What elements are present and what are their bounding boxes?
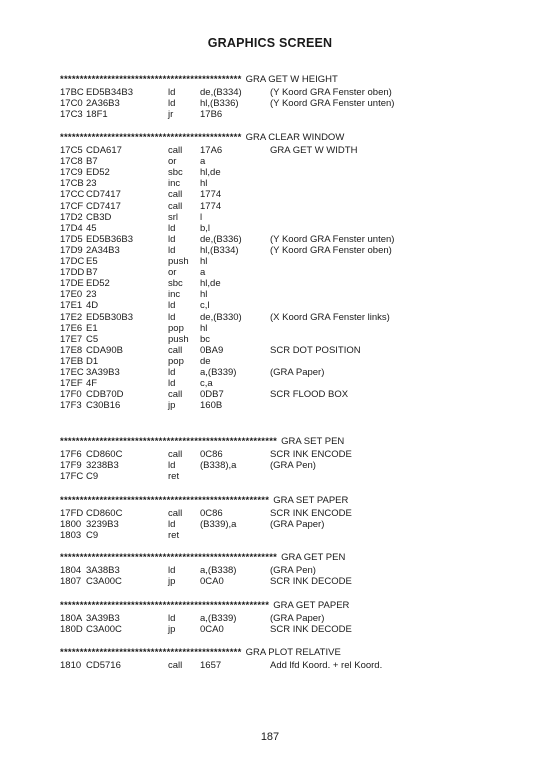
address: 1807 xyxy=(60,576,82,588)
address: 1804 xyxy=(60,565,82,576)
address: 17D9 xyxy=(60,244,83,256)
hex-bytes: 23 xyxy=(86,289,97,301)
mnemonic: sbc xyxy=(168,167,183,179)
comment: Add lfd Koord. + rel Koord. xyxy=(270,660,383,671)
address: 180A xyxy=(60,613,83,624)
hex-bytes: ED52 xyxy=(86,167,110,179)
section-separator xyxy=(60,132,490,143)
operand: 1657 xyxy=(200,660,222,671)
address: 17D5 xyxy=(60,233,83,245)
operand: hl,(B336) xyxy=(200,98,239,110)
comment: (GRA Paper) xyxy=(270,519,325,531)
operand: hl xyxy=(200,178,208,190)
hex-bytes: 23 xyxy=(86,178,97,190)
operand: hl,de xyxy=(200,278,221,290)
section-separator xyxy=(60,647,490,658)
address: 17F6 xyxy=(60,449,82,460)
address: 17C0 xyxy=(60,98,83,110)
mnemonic: ld xyxy=(168,378,176,390)
hex-bytes: 3A38B3 xyxy=(86,565,120,576)
hex-bytes: CDA90B xyxy=(86,344,123,356)
operand: 0CA0 xyxy=(200,576,224,588)
section-separator xyxy=(60,600,490,611)
mnemonic: jp xyxy=(168,400,176,412)
separator-stars: ***************************************************** xyxy=(60,495,270,506)
address: 17DE xyxy=(60,278,84,290)
address: 17E8 xyxy=(60,344,83,356)
mnemonic: srl xyxy=(168,211,179,223)
comment: (Y Koord GRA Fenster unten) xyxy=(270,233,395,245)
address: 17C8 xyxy=(60,156,83,168)
hex-bytes: 2A36B3 xyxy=(86,98,120,110)
page-number: 187 xyxy=(260,731,280,743)
separator-stars: ********************************************** xyxy=(60,132,242,143)
comment: (Y Koord GRA Fenster oben) xyxy=(270,87,392,98)
hex-bytes: C5 xyxy=(86,333,99,345)
hex-bytes: B7 xyxy=(86,267,98,279)
operand: bc xyxy=(200,333,211,345)
comment: SCR DOT POSITION xyxy=(270,344,361,356)
hex-bytes: CD7417 xyxy=(86,200,121,212)
hex-bytes: CB3D xyxy=(86,211,112,223)
mnemonic: pop xyxy=(168,322,184,334)
hex-bytes: CD5716 xyxy=(86,660,121,671)
section-label: GRA SET PEN xyxy=(281,436,345,447)
address: 17E7 xyxy=(60,333,83,345)
section-separator xyxy=(60,74,490,85)
operand: a xyxy=(200,267,206,279)
mnemonic: ld xyxy=(168,367,176,378)
mnemonic: inc xyxy=(168,178,181,190)
address: 17E6 xyxy=(60,322,83,334)
operand: a xyxy=(200,156,206,168)
address: 17EB xyxy=(60,355,84,367)
mnemonic: or xyxy=(168,156,177,168)
comment: GRA GET W WIDTH xyxy=(270,145,358,156)
comment: SCR INK DECODE xyxy=(270,624,352,636)
comment: (Y Koord GRA Fenster oben) xyxy=(270,244,392,256)
address: 17DD xyxy=(60,267,85,279)
mnemonic: ld xyxy=(168,244,176,256)
address: 17F9 xyxy=(60,460,82,472)
operand: 0DB7 xyxy=(200,389,224,401)
operand: a,(B339) xyxy=(200,613,237,624)
separator-stars: ******************************************************* xyxy=(60,552,278,563)
operand: 160B xyxy=(200,400,223,412)
address: 1800 xyxy=(60,519,82,531)
address: 17D4 xyxy=(60,222,83,234)
operand: c,a xyxy=(200,378,213,390)
section-separator xyxy=(60,495,490,506)
mnemonic: sbc xyxy=(168,278,183,290)
address: 17E2 xyxy=(60,311,83,323)
section-separator xyxy=(60,552,490,563)
hex-bytes: 3238B3 xyxy=(86,460,119,472)
separator-stars: ********************************************** xyxy=(60,74,242,85)
hex-bytes: C9 xyxy=(86,471,99,483)
operand: hl xyxy=(200,256,208,267)
separator-stars: ***************************************************** xyxy=(60,600,270,611)
mnemonic: call xyxy=(168,344,183,356)
operand: de,(B334) xyxy=(200,87,242,98)
mnemonic: ld xyxy=(168,87,176,98)
mnemonic: call xyxy=(168,200,183,212)
address: 17EF xyxy=(60,378,83,390)
hex-bytes: ED5B34B3 xyxy=(86,87,134,98)
address: 17C3 xyxy=(60,109,83,121)
mnemonic: ret xyxy=(168,471,180,483)
operand: 0CA0 xyxy=(200,624,224,636)
hex-bytes: 18F1 xyxy=(86,109,108,121)
address: 17DC xyxy=(60,256,85,267)
mnemonic: jp xyxy=(168,624,176,636)
mnemonic: ld xyxy=(168,233,176,245)
hex-bytes: 45 xyxy=(86,222,97,234)
address: 17D2 xyxy=(60,211,83,223)
hex-bytes: E5 xyxy=(86,256,98,267)
mnemonic: ld xyxy=(168,300,176,312)
operand: hl,(B334) xyxy=(200,244,239,256)
section-label: GRA PLOT RELATIVE xyxy=(245,647,341,658)
address: 17CF xyxy=(60,200,84,212)
hex-bytes: 3A39B3 xyxy=(86,367,120,378)
separator-stars: ********************************************** xyxy=(60,647,242,658)
hex-bytes: CDA617 xyxy=(86,145,122,156)
address: 17E0 xyxy=(60,289,83,301)
operand: (B339),a xyxy=(200,519,237,531)
mnemonic: call xyxy=(168,189,183,201)
address: 17BC xyxy=(60,87,84,98)
mnemonic: call xyxy=(168,660,183,671)
section-label: GRA GET PAPER xyxy=(273,600,350,611)
comment: (GRA Pen) xyxy=(270,460,316,472)
hex-bytes: CD860C xyxy=(86,508,123,519)
address: 17E1 xyxy=(60,300,83,312)
hex-bytes: C3A00C xyxy=(86,624,122,636)
section-label: GRA SET PAPER xyxy=(273,495,349,506)
address: 17F3 xyxy=(60,400,82,412)
mnemonic: ld xyxy=(168,613,176,624)
hex-bytes: 4F xyxy=(86,378,98,390)
address: 17C5 xyxy=(60,145,83,156)
comment: (GRA Pen) xyxy=(270,565,316,576)
operand: hl,de xyxy=(200,167,221,179)
mnemonic: push xyxy=(168,256,189,267)
operand: (B338),a xyxy=(200,460,237,472)
operand: 0C86 xyxy=(200,449,223,460)
mnemonic: ld xyxy=(168,311,176,323)
hex-bytes: 4D xyxy=(86,300,99,312)
hex-bytes: CD7417 xyxy=(86,189,121,201)
comment: SCR INK ENCODE xyxy=(270,449,352,460)
mnemonic: jr xyxy=(168,109,174,121)
comment: (X Koord GRA Fenster links) xyxy=(270,311,390,323)
hex-bytes: D1 xyxy=(86,355,99,367)
operand: 1774 xyxy=(200,189,222,201)
section-label: GRA GET W HEIGHT xyxy=(245,74,338,85)
operand: b,l xyxy=(200,222,211,234)
mnemonic: ld xyxy=(168,565,176,576)
address: 17CB xyxy=(60,178,84,190)
section-label: GRA CLEAR WINDOW xyxy=(245,132,345,143)
mnemonic: pop xyxy=(168,355,184,367)
mnemonic: call xyxy=(168,508,183,519)
mnemonic: call xyxy=(168,449,183,460)
hex-bytes: 3239B3 xyxy=(86,519,119,531)
section-label: GRA GET PEN xyxy=(281,552,346,563)
operand: de,(B330) xyxy=(200,311,242,323)
hex-bytes: C9 xyxy=(86,530,99,542)
hex-bytes: ED52 xyxy=(86,278,110,290)
mnemonic: inc xyxy=(168,289,181,301)
address: 180D xyxy=(60,624,83,636)
address: 17FD xyxy=(60,508,84,519)
mnemonic: ld xyxy=(168,460,176,472)
address: 1803 xyxy=(60,530,82,542)
operand: de xyxy=(200,355,211,367)
operand: c,l xyxy=(200,300,210,312)
operand: de,(B336) xyxy=(200,233,242,245)
mnemonic: jp xyxy=(168,576,176,588)
hex-bytes: 3A39B3 xyxy=(86,613,120,624)
address: 1810 xyxy=(60,660,82,671)
operand: 17A6 xyxy=(200,145,223,156)
operand: 0C86 xyxy=(200,508,223,519)
address: 17EC xyxy=(60,367,84,378)
operand: a,(B339) xyxy=(200,367,237,378)
mnemonic: ld xyxy=(168,98,176,110)
section-separator xyxy=(60,436,490,447)
mnemonic: ret xyxy=(168,530,180,542)
comment: (GRA Paper) xyxy=(270,613,325,624)
page-title: GRAPHICS SCREEN xyxy=(207,36,333,50)
comment: (GRA Paper) xyxy=(270,367,325,378)
comment: SCR INK DECODE xyxy=(270,576,352,588)
address: 17C9 xyxy=(60,167,83,179)
mnemonic: call xyxy=(168,145,183,156)
hex-bytes: ED5B36B3 xyxy=(86,233,134,245)
mnemonic: or xyxy=(168,267,177,279)
comment: SCR FLOOD BOX xyxy=(270,389,349,401)
hex-bytes: CDB70D xyxy=(86,389,124,401)
address: 17CC xyxy=(60,189,85,201)
separator-stars: ******************************************************* xyxy=(60,436,278,447)
operand: 0BA9 xyxy=(200,344,224,356)
mnemonic: call xyxy=(168,389,183,401)
operand: l xyxy=(200,211,203,223)
comment: SCR INK ENCODE xyxy=(270,508,352,519)
comment: (Y Koord GRA Fenster unten) xyxy=(270,98,395,110)
hex-bytes: ED5B30B3 xyxy=(86,311,134,323)
hex-bytes: B7 xyxy=(86,156,98,168)
hex-bytes: E1 xyxy=(86,322,98,334)
mnemonic: push xyxy=(168,333,189,345)
operand: hl xyxy=(200,289,208,301)
hex-bytes: C3A00C xyxy=(86,576,122,588)
operand: hl xyxy=(200,322,208,334)
address: 17FC xyxy=(60,471,84,483)
operand: a,(B338) xyxy=(200,565,237,576)
hex-bytes: CD860C xyxy=(86,449,123,460)
operand: 1774 xyxy=(200,200,222,212)
hex-bytes: C30B16 xyxy=(86,400,121,412)
mnemonic: ld xyxy=(168,222,176,234)
mnemonic: ld xyxy=(168,519,176,531)
operand: 17B6 xyxy=(200,109,223,121)
hex-bytes: 2A34B3 xyxy=(86,244,120,256)
address: 17F0 xyxy=(60,389,82,401)
